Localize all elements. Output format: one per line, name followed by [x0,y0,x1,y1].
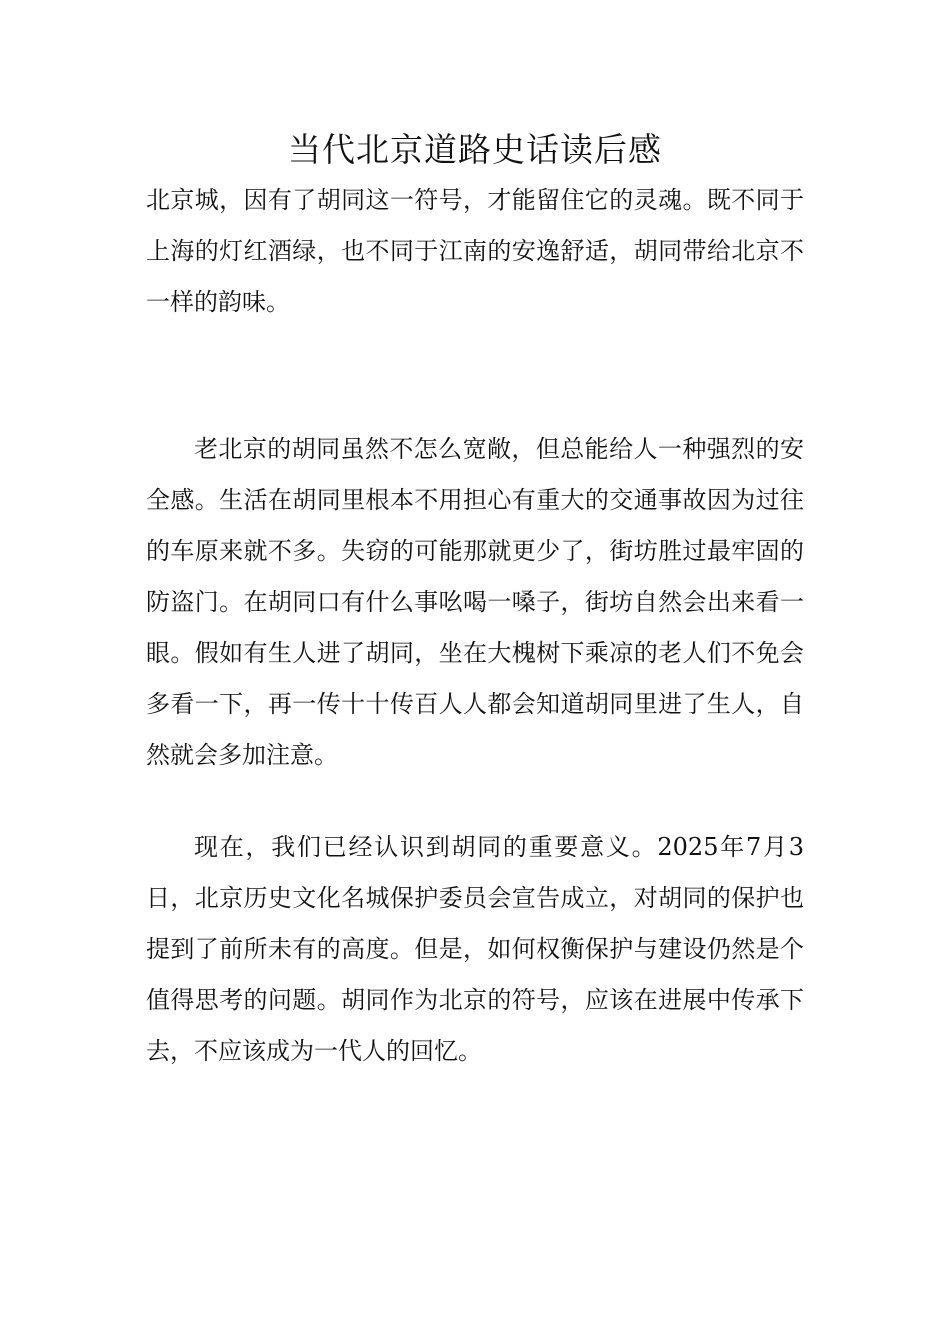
paragraph-intro: 北京城，因有了胡同这一符号，才能留住它的灵魂。既不同于上海的灯红酒绿，也不同于江南的安逸舒适，胡同带给北京不一样的韵味。 [146,186,804,316]
document-title: 当代北京道路史话读后感 [288,130,662,169]
paragraph-protection: 现在，我们已经认识到胡同的重要意义。2025年7月3日，北京历史文化名城保护委员会宣告成立，对胡同的保护也提到了前所未有的高度。但是，如何权衡保护与建设仍然是个值得思考的问题。胡同作为北京的符号，应该在进展中传承下去，不应该成为一代人的回忆。 [146,833,804,1065]
paragraph-old-hutong: 老北京的胡同虽然不怎么宽敞，但总能给人一种强烈的安全感。生活在胡同里根本不用担心有重大的交通事故因为过往的车原来就不多。失窃的可能那就更少了，街坊胜过最牢固的防盗门。在胡同口有什么事吆喝一嗓子，街坊自然会出来看一眼。假如有生人进了胡同，坐在大槐树下乘凉的老人们不免会多看一下，再一传十十传百人人都会知道胡同里进了生人，自然就会多加注意。 [146,435,804,769]
